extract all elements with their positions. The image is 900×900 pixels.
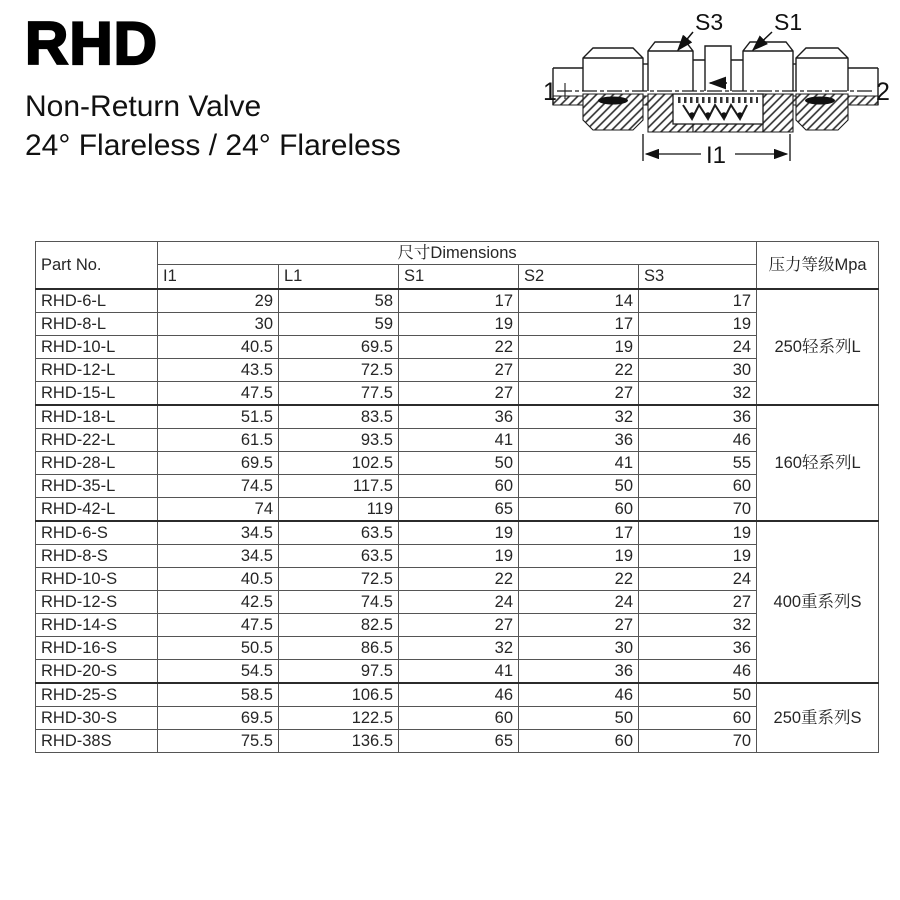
table-row: [36, 660, 879, 684]
table-row: [36, 683, 879, 707]
table-row: [36, 405, 879, 429]
dimension-cell: 14: [519, 289, 639, 313]
table-header: [36, 242, 879, 290]
dimension-cell: 41: [519, 452, 639, 475]
part-no-cell: RHD-30-S: [36, 707, 158, 730]
part-no-cell: RHD-12-S: [36, 591, 158, 614]
table-row: [36, 591, 879, 614]
dimension-cell: 77.5: [279, 382, 399, 406]
dimension-cell: 19: [639, 313, 757, 336]
table-row: [36, 359, 879, 382]
dimension-cell: 32: [639, 614, 757, 637]
dimension-cell: 74: [158, 498, 279, 522]
drawing-label-port1: 1: [543, 78, 557, 106]
dimension-cell: 27: [519, 614, 639, 637]
dimension-cell: 36: [519, 429, 639, 452]
part-no-cell: RHD-16-S: [36, 637, 158, 660]
part-no-cell: RHD-28-L: [36, 452, 158, 475]
pressure-rating-cell: 250轻系列L: [757, 289, 879, 405]
dimension-cell: 40.5: [158, 336, 279, 359]
part-no-cell: RHD-14-S: [36, 614, 158, 637]
col-header-i1: I1: [158, 265, 279, 290]
table-row: [36, 336, 879, 359]
table-row: [36, 730, 879, 753]
dimension-cell: 22: [399, 568, 519, 591]
dimension-cell: 41: [399, 429, 519, 452]
table-row: [36, 382, 879, 406]
dimension-cell: 72.5: [279, 568, 399, 591]
dimension-cell: 29: [158, 289, 279, 313]
table-row: [36, 429, 879, 452]
dimension-cell: 22: [519, 359, 639, 382]
dimension-cell: 46: [639, 429, 757, 452]
dimension-cell: 102.5: [279, 452, 399, 475]
dimension-cell: 27: [399, 382, 519, 406]
table-row: [36, 289, 879, 313]
part-no-cell: RHD-12-L: [36, 359, 158, 382]
dimension-cell: 19: [399, 545, 519, 568]
dimension-cell: 74.5: [279, 591, 399, 614]
dimension-cell: 32: [639, 382, 757, 406]
part-no-cell: RHD-20-S: [36, 660, 158, 684]
dimension-cell: 36: [519, 660, 639, 684]
dimension-cell: 17: [639, 289, 757, 313]
table-row: [36, 498, 879, 522]
dimension-cell: 32: [519, 405, 639, 429]
dimension-cell: 19: [399, 521, 519, 545]
col-header-s2: S2: [519, 265, 639, 290]
dimension-cell: 27: [639, 591, 757, 614]
dimension-cell: 36: [639, 637, 757, 660]
header-row-2: [36, 265, 879, 290]
dimension-cell: 42.5: [158, 591, 279, 614]
dimension-cell: 69.5: [279, 336, 399, 359]
dimension-cell: 82.5: [279, 614, 399, 637]
dimension-cell: 19: [639, 521, 757, 545]
dimension-cell: 54.5: [158, 660, 279, 684]
dimension-cell: 51.5: [158, 405, 279, 429]
leader-s1: [753, 32, 772, 50]
dimension-cell: 60: [399, 707, 519, 730]
dimension-cell: 36: [399, 405, 519, 429]
drawing-label-s1: S1: [774, 9, 803, 35]
dimension-cell: 83.5: [279, 405, 399, 429]
header-row-1: [36, 242, 879, 265]
dimension-cell: 106.5: [279, 683, 399, 707]
part-no-cell: RHD-10-S: [36, 568, 158, 591]
col-header-l1: L1: [279, 265, 399, 290]
dimension-cell: 60: [519, 730, 639, 753]
dimension-cell: 41: [399, 660, 519, 684]
dimension-cell: 27: [399, 359, 519, 382]
dimension-cell: 74.5: [158, 475, 279, 498]
dimension-cell: 19: [639, 545, 757, 568]
dimension-cell: 27: [519, 382, 639, 406]
dimension-cell: 30: [519, 637, 639, 660]
dimension-cell: 63.5: [279, 521, 399, 545]
dimension-cell: 17: [519, 521, 639, 545]
subtitle-line-1: Non-Return Valve: [25, 90, 262, 123]
part-no-cell: RHD-38S: [36, 730, 158, 753]
dimension-cell: 46: [519, 683, 639, 707]
dimension-cell: 60: [519, 498, 639, 522]
dimension-cell: 65: [399, 498, 519, 522]
part-no-header: Part No.: [36, 242, 158, 290]
product-code-title: RHD: [25, 10, 158, 77]
dimension-cell: 43.5: [158, 359, 279, 382]
page-header: [25, 10, 401, 165]
dimension-cell: 50: [639, 683, 757, 707]
col-header-s1: S1: [399, 265, 519, 290]
table-row: [36, 568, 879, 591]
table-row: [36, 313, 879, 336]
dimension-cell: 61.5: [158, 429, 279, 452]
dimension-cell: 65: [399, 730, 519, 753]
dimension-cell: 50: [519, 707, 639, 730]
product-subtitle: [25, 87, 401, 165]
dimension-cell: 136.5: [279, 730, 399, 753]
table-row: [36, 521, 879, 545]
dimension-cell: 36: [639, 405, 757, 429]
part-no-cell: RHD-35-L: [36, 475, 158, 498]
dimension-cell: 32: [399, 637, 519, 660]
seal-ring-right: [805, 97, 835, 105]
dimension-cell: 60: [639, 707, 757, 730]
pressure-rating-cell: 160轻系列L: [757, 405, 879, 521]
dimension-cell: 17: [399, 289, 519, 313]
dimension-cell: 58.5: [158, 683, 279, 707]
dimension-cell: 24: [639, 336, 757, 359]
dimension-cell: 22: [519, 568, 639, 591]
dimension-cell: 93.5: [279, 429, 399, 452]
dimension-cell: 55: [639, 452, 757, 475]
dimension-cell: 50.5: [158, 637, 279, 660]
table-row: [36, 707, 879, 730]
dimension-cell: 60: [639, 475, 757, 498]
dimension-cell: 22: [399, 336, 519, 359]
pressure-rating-header: 压力等级Mpa: [757, 242, 879, 290]
col-header-s3: S3: [639, 265, 757, 290]
dimension-cell: 27: [399, 614, 519, 637]
part-no-cell: RHD-42-L: [36, 498, 158, 522]
drawing-label-s3: S3: [695, 9, 724, 35]
dimension-cell: 24: [399, 591, 519, 614]
part-no-cell: RHD-8-L: [36, 313, 158, 336]
dimension-cell: 17: [519, 313, 639, 336]
dimension-cell: 72.5: [279, 359, 399, 382]
part-no-cell: RHD-8-S: [36, 545, 158, 568]
table-row: [36, 637, 879, 660]
table-row: [36, 475, 879, 498]
pressure-rating-cell: 400重系列S: [757, 521, 879, 683]
dimension-cell: 69.5: [158, 452, 279, 475]
dimension-cell: 34.5: [158, 521, 279, 545]
dimension-cell: 59: [279, 313, 399, 336]
dimension-cell: 24: [639, 568, 757, 591]
drawing-label-i1: I1: [706, 142, 727, 169]
dimension-cell: 19: [519, 336, 639, 359]
dimension-cell: 30: [639, 359, 757, 382]
dimension-cell: 58: [279, 289, 399, 313]
spec-table-body: [36, 289, 879, 753]
drawing-label-port2: 2: [876, 78, 890, 106]
dimension-cell: 30: [158, 313, 279, 336]
part-no-cell: RHD-22-L: [36, 429, 158, 452]
dimension-cell: 86.5: [279, 637, 399, 660]
dimension-cell: 97.5: [279, 660, 399, 684]
dimension-cell: 47.5: [158, 382, 279, 406]
part-no-cell: RHD-6-L: [36, 289, 158, 313]
dimension-cell: 40.5: [158, 568, 279, 591]
dimension-cell: 19: [399, 313, 519, 336]
dimension-cell: 24: [519, 591, 639, 614]
dimension-cell: 46: [639, 660, 757, 684]
dimension-cell: 69.5: [158, 707, 279, 730]
part-no-cell: RHD-15-L: [36, 382, 158, 406]
dimension-cell: 34.5: [158, 545, 279, 568]
dimension-cell: 117.5: [279, 475, 399, 498]
dimension-cell: 63.5: [279, 545, 399, 568]
dimension-cell: 47.5: [158, 614, 279, 637]
seal-ring-left: [598, 97, 628, 105]
dimensions-table: [35, 241, 879, 753]
table-row: [36, 545, 879, 568]
dimension-cell: 70: [639, 498, 757, 522]
dimension-cell: 50: [519, 475, 639, 498]
dimension-cell: 119: [279, 498, 399, 522]
dimension-cell: 60: [399, 475, 519, 498]
dimension-cell: 75.5: [158, 730, 279, 753]
dimension-cell: 122.5: [279, 707, 399, 730]
dimension-cell: 70: [639, 730, 757, 753]
dimension-cell: 46: [399, 683, 519, 707]
part-no-cell: RHD-25-S: [36, 683, 158, 707]
valve-cartridge: [673, 94, 763, 124]
dimension-cell: 19: [519, 545, 639, 568]
part-no-cell: RHD-6-S: [36, 521, 158, 545]
table-row: [36, 452, 879, 475]
pressure-rating-cell: 250重系列S: [757, 683, 879, 753]
dimensions-header: 尺寸Dimensions: [158, 242, 757, 265]
part-no-cell: RHD-18-L: [36, 405, 158, 429]
part-no-cell: RHD-10-L: [36, 336, 158, 359]
subtitle-line-2: 24° Flareless / 24° Flareless: [25, 129, 401, 162]
technical-drawing: [543, 8, 893, 178]
dimension-cell: 50: [399, 452, 519, 475]
table-row: [36, 614, 879, 637]
